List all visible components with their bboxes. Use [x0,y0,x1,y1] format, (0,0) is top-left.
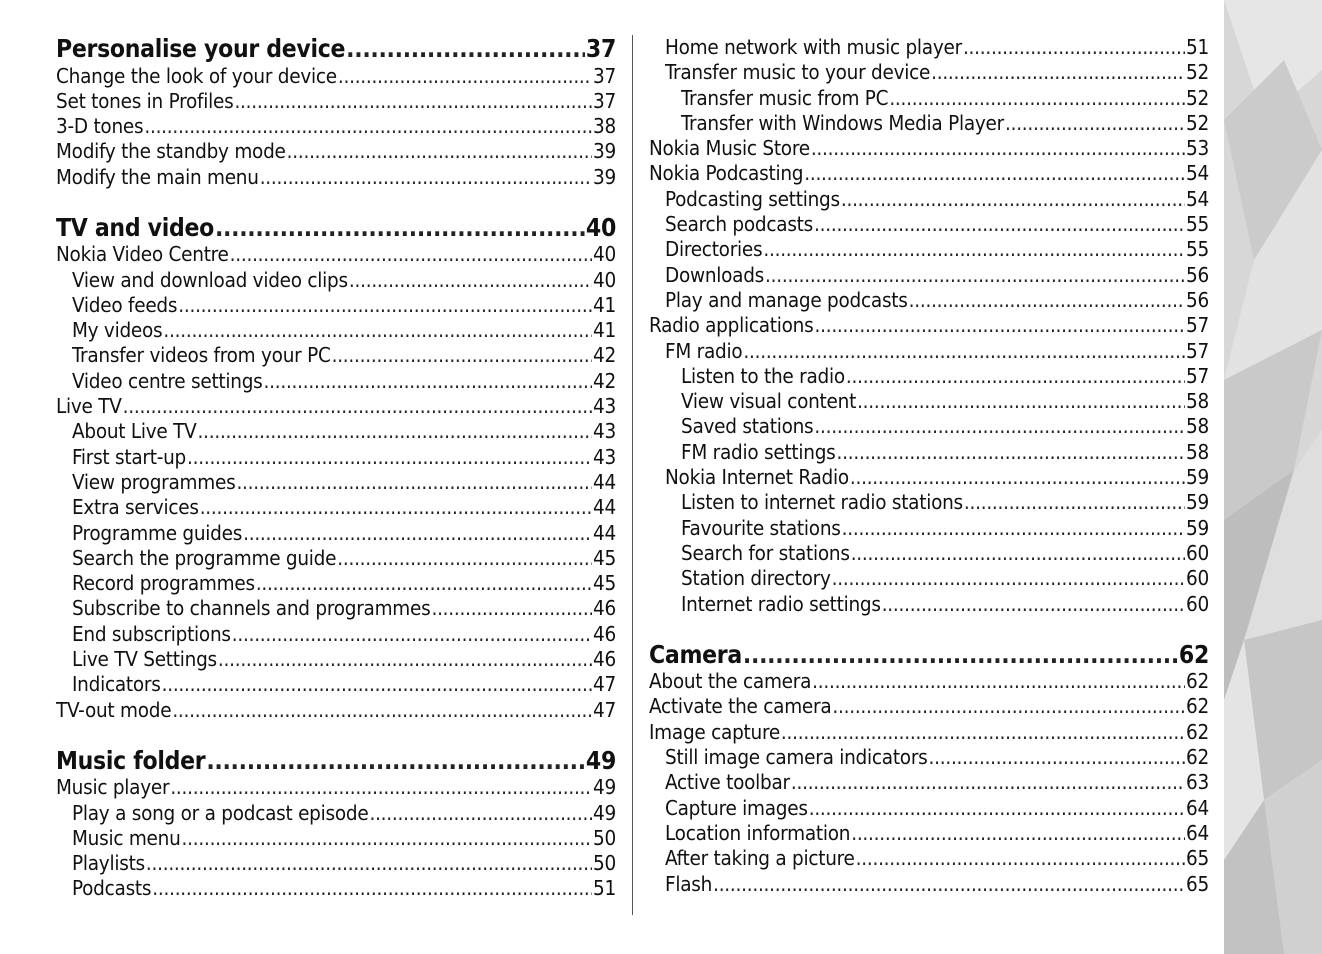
dot-leader [804,161,1185,186]
toc-entry-title: Radio applications [649,313,814,338]
toc-entry-title: Personalise your device [56,34,346,63]
dot-leader [791,770,1185,795]
dot-leader [146,851,592,876]
toc-page-number: 57 [1186,338,1209,363]
toc-entry-title: Activate the camera [649,694,832,719]
toc-page-number: 50 [593,851,616,876]
toc-page-number: 50 [593,825,616,850]
dot-leader [206,747,585,776]
toc-section-heading[interactable] [649,641,1209,670]
toc-entry[interactable] [649,389,1209,414]
toc-page-number: 39 [593,139,616,164]
toc-entry-title: Play and manage podcasts [665,287,908,312]
toc-page-number: 47 [593,672,616,697]
toc-entry[interactable] [649,263,1209,288]
dot-leader [857,389,1185,414]
toc-entry[interactable] [56,64,616,89]
toc-entry[interactable] [56,647,616,672]
toc-entry-title: Still image camera indicators [665,745,928,770]
toc-page-number: 58 [1186,414,1209,439]
dot-leader [260,165,592,190]
toc-entry-title: Flash [665,871,713,896]
toc-page-number: 37 [593,63,616,88]
dot-leader [198,419,593,444]
toc-page-number: 43 [593,394,616,419]
dot-leader [162,672,592,697]
toc-entry[interactable] [649,872,1209,897]
dot-leader [163,318,592,343]
toc-entry-title: Podcasts [72,876,152,901]
dot-leader [850,465,1185,490]
toc-entry-title: Extra services [72,495,199,520]
dot-leader [851,821,1185,846]
toc-entry-title: Search podcasts [665,212,814,237]
toc-entry[interactable] [56,318,616,343]
dot-leader [765,263,1185,288]
dot-leader [234,89,592,114]
toc-entry-title: 3-D tones [56,114,144,139]
toc-entry-title: Live TV [56,394,122,419]
toc-entry-title: Favourite stations [681,515,841,540]
dot-leader [178,293,592,318]
toc-entry-title: Transfer music from PC [681,85,889,110]
toc-page-number: 60 [1186,540,1209,565]
toc-entry-title: Capture images [665,795,808,820]
toc-page-number: 62 [1186,694,1209,719]
toc-entry-title: Location information [665,820,851,845]
dot-leader [287,139,592,164]
toc-entry[interactable] [56,596,616,621]
toc-list [649,35,1209,897]
toc-page-number: 53 [1186,136,1209,161]
toc-page-number: 37 [585,34,616,63]
toc-entry-title: Nokia Internet Radio [665,465,849,490]
toc-page-number: 42 [593,343,616,368]
toc-page-number: 51 [1186,35,1209,59]
dot-leader [846,364,1185,389]
toc-page-number: 45 [593,571,616,596]
toc-page-number: 49 [593,775,616,800]
toc-entry[interactable] [649,541,1209,566]
toc-page-number: 42 [593,368,616,393]
toc-entry-title: Modify the main menu [56,164,259,189]
toc-page-number: 64 [1186,795,1209,820]
toc-entry[interactable] [56,495,616,520]
toc-entry[interactable] [649,770,1209,795]
dot-leader [812,669,1185,694]
toc-page-number: 57 [1186,363,1209,388]
toc-entry-title: Music folder [56,745,206,775]
toc-page-number: 56 [1186,262,1209,287]
toc-entry-title: Subscribe to channels and programmes [72,596,431,621]
dot-leader [882,592,1185,617]
toc-entry[interactable] [649,440,1209,465]
toc-entry[interactable] [649,86,1209,111]
dot-leader [809,796,1185,821]
toc-entry[interactable] [649,136,1209,161]
dot-leader [232,622,592,647]
toc-entry[interactable] [649,490,1209,515]
toc-entry-title: TV and video [56,212,214,242]
toc-entry-title: Record programmes [72,571,255,596]
toc-entry[interactable] [649,313,1209,338]
toc-page-number: 57 [1186,313,1209,338]
toc-page-number: 51 [593,876,616,901]
toc-entry[interactable] [56,672,616,697]
toc-entry-title: TV-out mode [56,697,172,722]
toc-entry-title: Active toolbar [665,770,790,795]
toc-entry[interactable] [56,268,616,293]
dot-leader [172,698,592,723]
toc-entry[interactable] [649,745,1209,770]
toc-page-number: 41 [593,318,616,343]
toc-entry-title: Saved stations [681,414,814,439]
toc-entry-title: Playlists [72,851,145,876]
dot-leader [743,641,1178,670]
dot-leader [123,394,592,419]
toc-entry-title: Search the programme guide [72,545,337,570]
toc-entry-title: After taking a picture [665,846,855,871]
toc-page-number: 59 [1186,515,1209,540]
dot-leader [346,35,585,64]
toc-entry[interactable] [56,445,616,470]
toc-entry[interactable] [649,796,1209,821]
toc-page-number: 44 [593,469,616,494]
column-divider [632,35,633,915]
toc-page-number: 62 [1186,745,1209,770]
dot-leader [170,775,592,800]
toc-page-number: 43 [593,419,616,444]
toc-page-number: 46 [593,621,616,646]
toc-entry[interactable] [56,521,616,546]
dot-leader [837,440,1185,465]
toc-entry[interactable] [56,826,616,851]
toc-entry-title: Change the look of your device [56,63,337,88]
toc-entry-title: Nokia Video Centre [56,242,229,267]
toc-entry[interactable] [56,242,616,267]
toc-page-number: 40 [585,212,616,242]
toc-entry-title: Modify the standby mode [56,139,286,164]
toc-entry[interactable] [649,339,1209,364]
dot-leader [230,242,592,267]
dot-leader [909,288,1185,313]
toc-entry-title: View and download video clips [72,267,348,292]
toc-page-number: 40 [593,267,616,292]
toc-entry[interactable] [56,698,616,723]
toc-page-number: 55 [1186,237,1209,262]
dot-leader [264,369,593,394]
toc-entry-title: Music player [56,775,170,800]
dot-leader [713,872,1185,897]
toc-entry[interactable] [649,846,1209,871]
toc-page-number: 58 [1186,389,1209,414]
toc-page-number: 47 [593,697,616,722]
toc-entry[interactable] [56,394,616,419]
toc-page-number: 46 [593,647,616,672]
dot-leader [243,521,592,546]
toc-entry-title: View visual content [681,389,857,414]
toc-entry-title: Transfer music to your device [665,60,931,85]
toc-entry-title: Transfer with Windows Media Player [681,110,1004,135]
toc-entry-title: Set tones in Profiles [56,88,234,113]
toc-entry-title: Listen to internet radio stations [681,490,963,515]
toc-entry-title: About Live TV [72,419,197,444]
toc-page-number: 63 [1186,770,1209,795]
dot-leader [781,720,1185,745]
toc-entry[interactable] [56,114,616,139]
toc-page-number: 52 [1186,60,1209,85]
toc-page-number: 44 [593,520,616,545]
toc-entry-title: My videos [72,318,163,343]
dot-leader [200,495,592,520]
toc-page-number: 46 [593,596,616,621]
toc-entry[interactable] [649,60,1209,85]
toc-entry-title: Camera [649,639,742,669]
toc-entry-title: Transfer videos from your PC [72,343,331,368]
toc-entry-title: Video centre settings [72,368,263,393]
toc-page-number: 55 [1186,212,1209,237]
toc-entry[interactable] [56,775,616,800]
dot-leader [931,60,1185,85]
toc-entry-title: Directories [665,237,763,262]
toc-entry[interactable] [649,465,1209,490]
toc-entry-title: Downloads [665,262,765,287]
dot-leader [811,136,1185,161]
toc-entry-title: FM radio settings [681,439,836,464]
toc-entry[interactable] [56,165,616,190]
toc-page-number: 49 [585,745,616,775]
toc-entry[interactable] [56,419,616,444]
toc-entry[interactable] [56,801,616,826]
toc-page-number: 40 [593,242,616,267]
dot-leader [841,187,1185,212]
toc-entry-title: Play a song or a podcast episode [72,800,369,825]
toc-section-heading[interactable] [56,747,616,776]
toc-page-number: 45 [593,545,616,570]
toc-entry-title: Programme guides [72,520,243,545]
toc-page-number: 62 [1178,639,1209,669]
toc-entry-title: Station directory [681,566,831,591]
dot-leader [763,237,1185,262]
toc-entry[interactable] [649,414,1209,439]
toc-entry[interactable] [56,851,616,876]
toc-entry[interactable] [56,139,616,164]
toc-entry-title: Nokia Music Store [649,136,810,161]
toc-entry[interactable] [649,187,1209,212]
dot-leader [338,64,592,89]
toc-entry[interactable] [649,592,1209,617]
toc-entry-title: Listen to the radio [681,363,845,388]
toc-page-number: 41 [593,292,616,317]
dot-leader [889,86,1185,111]
toc-entry-title: Search for stations [681,540,850,565]
dot-leader [856,846,1185,871]
toc-entry[interactable] [649,516,1209,541]
toc-entry-title: Podcasting settings [665,186,840,211]
toc-entry[interactable] [56,369,616,394]
toc-entry[interactable] [649,161,1209,186]
toc-entry-title: Indicators [72,672,161,697]
dot-leader [832,694,1185,719]
dot-leader [144,114,592,139]
toc-page-number: 54 [1186,186,1209,211]
toc-entry[interactable] [56,89,616,114]
dot-leader [743,339,1185,364]
toc-page-number: 56 [1186,287,1209,312]
toc-entry[interactable] [649,669,1209,694]
toc-page-number: 62 [1186,669,1209,694]
toc-entry-title: View programmes [72,469,236,494]
side-tab [1224,0,1322,954]
toc-entry[interactable] [649,288,1209,313]
dot-leader [832,566,1185,591]
toc-page-number: 54 [1186,161,1209,186]
dot-leader [815,313,1186,338]
toc-left-column [56,35,616,902]
toc-entry[interactable] [649,694,1209,719]
toc-entry-title: Nokia Podcasting [649,161,804,186]
toc-page-number: 59 [1186,490,1209,515]
dot-leader [182,826,592,851]
toc-entry-title: Image capture [649,719,780,744]
toc-entry[interactable] [649,566,1209,591]
toc-page-number: 49 [593,800,616,825]
toc-entry-title: Internet radio settings [681,591,881,616]
toc-entry[interactable] [649,212,1209,237]
dot-leader [963,35,1185,60]
toc-page-number: 43 [593,444,616,469]
dot-leader [218,647,592,672]
toc-section-heading[interactable] [56,35,616,64]
toc-page-number: 52 [1186,110,1209,135]
toc-entry-title: First start-up [72,444,187,469]
dot-leader [187,445,592,470]
toc-entry[interactable] [649,111,1209,136]
dot-leader [1005,111,1185,136]
toc-entry-title: End subscriptions [72,621,231,646]
dot-leader [236,470,592,495]
toc-entry[interactable] [649,821,1209,846]
dot-leader [929,745,1186,770]
toc-page-number: 60 [1186,591,1209,616]
toc-page-number: 64 [1186,820,1209,845]
toc-entry[interactable] [56,571,616,596]
toc-entry[interactable] [649,364,1209,389]
dot-leader [152,876,592,901]
toc-page-number: 44 [593,495,616,520]
toc-entry[interactable] [56,343,616,368]
toc-page-number: 58 [1186,439,1209,464]
toc-page-number: 60 [1186,566,1209,591]
dot-leader [332,343,592,368]
toc-entry-title: Music menu [72,825,181,850]
toc-entry-title: FM radio [665,338,743,363]
toc-page-number: 52 [1186,85,1209,110]
toc-entry[interactable] [56,622,616,647]
toc-entry[interactable] [649,720,1209,745]
toc-page-number: 65 [1186,846,1209,871]
dot-leader [337,546,592,571]
dot-leader [964,490,1185,515]
toc-section-heading[interactable] [56,214,616,243]
toc-entry[interactable] [649,35,1209,60]
dot-leader [369,801,592,826]
toc-page-number: 62 [1186,719,1209,744]
toc-page-number: 65 [1186,871,1209,896]
dot-leader [814,414,1185,439]
dot-leader [215,214,585,243]
dot-leader [256,571,592,596]
toc-entry-title: Home network with music player [665,35,962,59]
toc-page-number: 38 [593,114,616,139]
toc-entry-title: About the camera [649,669,812,694]
dot-leader [349,268,592,293]
toc-entry[interactable] [649,237,1209,262]
toc-page-number: 59 [1186,465,1209,490]
toc-entry-title: Video feeds [72,292,178,317]
toc-page-number: 39 [593,164,616,189]
toc-list [56,35,616,902]
toc-entry[interactable] [56,876,616,901]
toc-page-number: 37 [593,88,616,113]
dot-leader [814,212,1185,237]
dot-leader [851,541,1185,566]
dot-leader [431,596,592,621]
toc-entry[interactable] [56,470,616,495]
toc-entry[interactable] [56,546,616,571]
toc-entry[interactable] [56,293,616,318]
toc-entry-title: Live TV Settings [72,647,217,672]
toc-right-column [649,35,1209,897]
dot-leader [842,516,1185,541]
